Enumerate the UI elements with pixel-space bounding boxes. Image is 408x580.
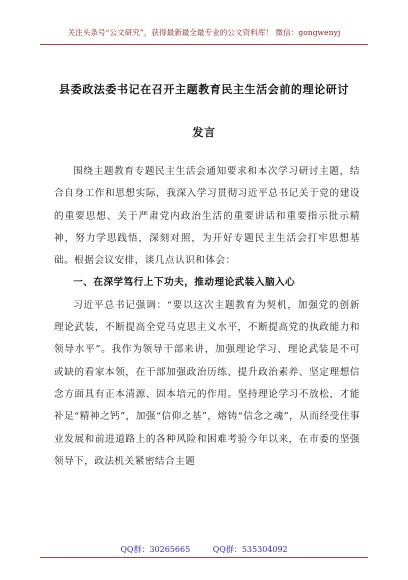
footer-qq-group-2: QQ群：535304092	[212, 545, 288, 554]
footer-qq-group-1: QQ群：30265665	[120, 545, 191, 554]
document-title: 县委政法委书记在召开主题教育民主生活会前的理论研讨	[59, 83, 349, 96]
header-banner: 关注头条号“公文研究”，获得最新最全最专业的公文资料库！ 微信：gongwenyj	[67, 28, 341, 37]
footer-divider	[40, 557, 368, 558]
footer	[40, 544, 368, 555]
document-body	[54, 161, 360, 473]
header-divider	[40, 44, 368, 45]
intro-paragraph: 围绕主题教育专题民主生活会通知要求和本次学习研讨主题，结合自身工作和思想实际，我深入学习贯彻习近平总书记关于党的建设的重要思想、关于严肃党内政治生活的重要讲话和重要指示批示精神，努力学思践悟，深刻对照，为开好专题民主生活会打牢思想基础。根据会议安排，谈几点认识和体会：	[54, 166, 360, 267]
section-paragraph: 习近平总书记强调：“要以这次主题教育为契机，加强党的创新理论武装，不断提高全党马克思主义水平，不断提高党的执政能力和领导水平”。我作为领导干部来讲，加强理论学习、理论武装是不可或缺的看家本领，在干部加强政治历练、提升政治素养、坚定理想信念方面具有正本清源、固本培元的作用。坚持理论学习不放松，才能补足“精神之钙”，加强“信仰之基”，熔铸“信念之魂”，从而经受住事业发展和前进道路上的各种风险和困难考验今年以来，在市委的坚强领导下，政法机关紧密结合主题	[54, 299, 360, 467]
section-heading: 一、在深学笃行上下功夫，推动理论武装入脑入心	[73, 277, 296, 289]
document-title-continued: 发言	[192, 126, 216, 139]
